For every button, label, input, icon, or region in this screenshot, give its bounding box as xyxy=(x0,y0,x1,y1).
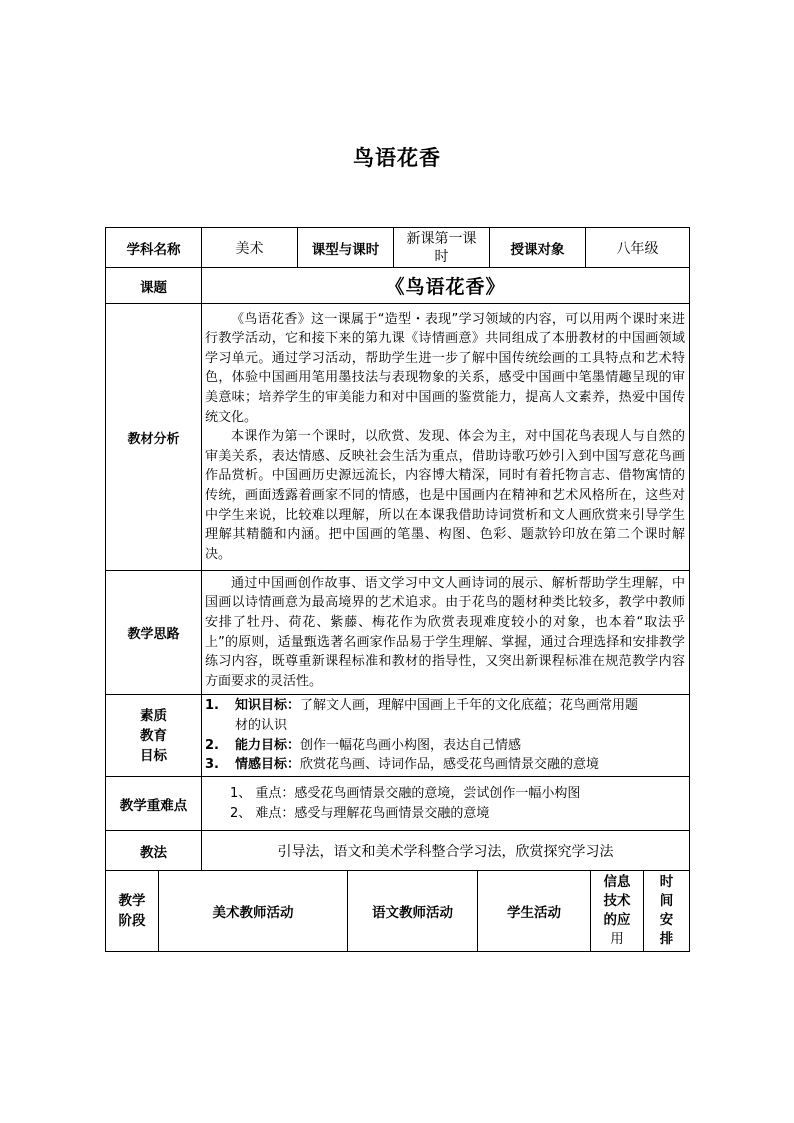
subject-label: 学科名称 xyxy=(106,228,202,268)
goal-title: 能力目标： xyxy=(235,737,301,753)
process-header-table xyxy=(105,871,690,952)
method-value: 引导法，语文和美术学科整合学习法，欣赏探究学习法 xyxy=(202,831,690,871)
topic-label: 课题 xyxy=(106,268,202,304)
lesson-type-line2: 时 xyxy=(434,248,449,265)
audience-label: 授课对象 xyxy=(490,228,586,268)
goal-item xyxy=(202,736,689,756)
goal-item-continued: 材的认识 xyxy=(235,717,288,733)
difficulty-label: 教学重难点 xyxy=(106,777,202,831)
goals-content xyxy=(202,695,690,777)
goal-number: 3. xyxy=(205,757,219,773)
thinking-label: 教学思路 xyxy=(106,571,202,695)
goals-label xyxy=(106,695,202,777)
analysis-paragraph-2: 本课作为第一个课时，以欣赏、发现、体会为主，对中国花鸟表现人与自然的审美关系，表达情感、反映社会生活为重点，借助诗歌巧妙引入到中国写意花鸟画作品赏析。中国画历史源远流长，内容博大精深，同时有着托物言志、借物寓情的传统，画面透露着画家不同的情感，也是中国画内在精神和艺术风格所在，这些对中学生来说，比较难以理解，所以在本课我借助诗词赏析和文人画欣赏来引导学生理解其精髓和内涵。把中国画的笔墨、构图、色彩、题款钤印放在第二个课时解决。 xyxy=(205,429,685,562)
goals-label-line3: 目标 xyxy=(140,747,167,764)
subject-value: 美术 xyxy=(202,228,298,268)
analysis-paragraph-1: 《鸟语花香》这一课属于“造型・表现”学习领域的内容，可以用两个课时来进行教学活动，它和接下来的第九课《诗情画意》共同组成了本册教材的中国画领域学习单元。通过学习活动，帮助学生进一步了解中国传统绘画的工具特点和艺术特色，体验中国画用笔用墨技法与表现物象的关系，感受中国画中笔墨情趣呈现的审美意味；培养学生的审美能力和对中国画的鉴赏能力，提高人文素养，热爱中国传统文化。 xyxy=(205,311,685,425)
stage-header-line1: 教学 xyxy=(118,892,146,909)
goal-number: 2. xyxy=(205,737,219,753)
time-header-line4: 排 xyxy=(659,930,674,947)
analysis-label: 教材分析 xyxy=(106,304,202,571)
goal-number: 1. xyxy=(205,698,219,714)
document-title: 鸟语花香 xyxy=(353,146,441,170)
goal-item xyxy=(202,696,689,716)
it-header-line2: 技术 xyxy=(603,892,631,909)
time-header-line3: 安 xyxy=(659,911,674,928)
stage-header-line2: 阶段 xyxy=(118,912,146,929)
chinese-teacher-header: 语文教师活动 xyxy=(348,871,478,951)
lesson-type-label: 课型与课时 xyxy=(298,228,394,268)
audience-value: 八年级 xyxy=(586,228,690,268)
goals-label-line2: 教育 xyxy=(140,727,167,744)
art-teacher-header: 美术教师活动 xyxy=(159,871,348,951)
difficulty-hard-point: 2、 难点：感受与理解花鸟画情景交融的意境 xyxy=(230,805,490,821)
plan-main-table xyxy=(105,227,690,871)
it-header-line4: 用 xyxy=(610,930,624,947)
lesson-type-line1: 新课第一课 xyxy=(406,230,477,247)
goal-text: 欣赏花鸟画、诗词作品，感受花鸟画情景交融的意境 xyxy=(300,757,600,773)
topic-value: 《鸟语花香》 xyxy=(202,268,690,304)
thinking-paragraph: 通过中国画创作故事、语文学习中文人画诗词的展示、解析帮助学生理解，中国画以诗情画意为最高境界的艺术追求。由于花鸟的题材种类比较多，教学中教师安排了牡丹、荷花、紫藤、梅花作为欣赏表现难度较小的对象，也本着“取法乎上”的原则，适量甄选著名画家作品易于学生理解、掌握，通过合理选择和安排教学练习内容，既尊重新课程标准和教材的指导性，又突出新课程标准在规范教学内容方面要求的灵活性。 xyxy=(205,575,685,689)
time-header-line2: 间 xyxy=(659,892,674,909)
goals-label-line1: 素质 xyxy=(140,707,167,724)
goal-title: 情感目标： xyxy=(235,757,301,773)
time-header xyxy=(644,871,690,951)
lesson-type-value xyxy=(394,228,490,268)
analysis-content xyxy=(202,304,690,571)
it-header-line1: 信息 xyxy=(603,873,631,890)
time-header-line1: 时 xyxy=(659,873,674,890)
goal-text: 创作一幅花鸟画小构图，表达自己情感 xyxy=(300,737,522,753)
difficulty-key-point: 1、 重点：感受花鸟画情景交融的意境，尝试创作一幅小构图 xyxy=(230,786,581,801)
goal-text: 了解文人画，理解中国画上千年的文化底蕴；花鸟画常用题 xyxy=(300,698,639,714)
goal-item xyxy=(202,755,689,775)
thinking-content xyxy=(202,571,690,695)
student-header: 学生活动 xyxy=(478,871,591,951)
it-header-line3: 的应 xyxy=(603,911,631,928)
it-header xyxy=(591,871,644,951)
method-label: 教法 xyxy=(106,831,202,871)
difficulty-content xyxy=(202,777,690,831)
goal-title: 知识目标： xyxy=(235,698,301,714)
lesson-plan-table xyxy=(105,227,689,952)
stage-header xyxy=(106,871,159,951)
